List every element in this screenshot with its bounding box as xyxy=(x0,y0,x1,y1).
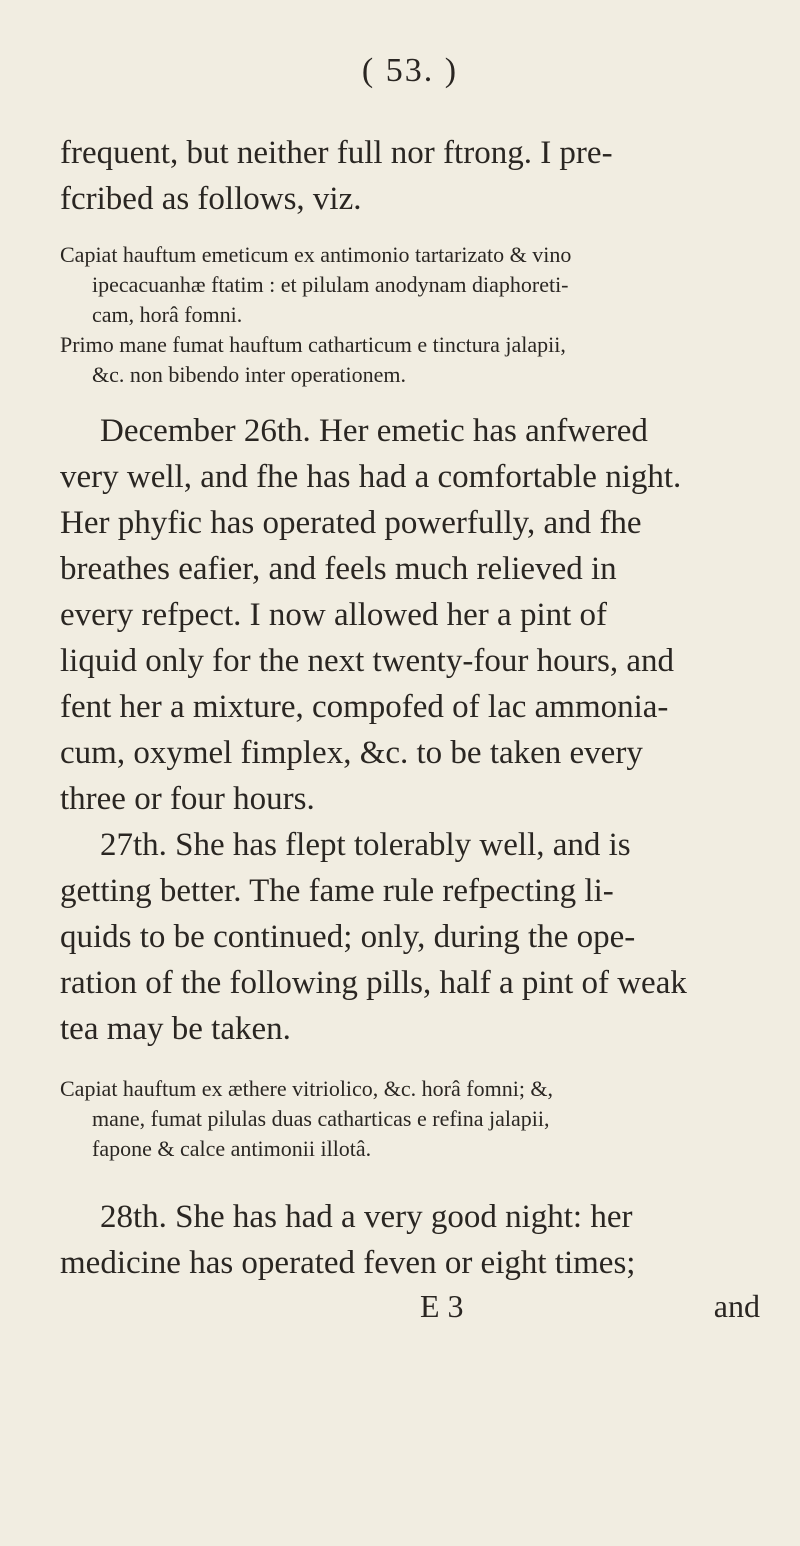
prescription-line: fapone & calce antimonii illotâ. xyxy=(92,1136,372,1161)
text-line: breathes eafier, and feels much relieved in xyxy=(60,551,617,587)
signature-mark: E 3 xyxy=(420,1288,464,1324)
text-line: fent her a mixture, compofed of lac ammonia- xyxy=(60,689,669,725)
prescription-line: cam, horâ fomni. xyxy=(92,302,243,327)
text-line: fcribed as follows, viz. xyxy=(60,181,362,217)
prescription-block-1 xyxy=(60,240,760,390)
prescription-block-2 xyxy=(60,1074,760,1164)
text-line: getting better. The fame rule refpecting li- xyxy=(60,873,614,909)
paragraph-december-26 xyxy=(60,408,760,822)
paragraph-27th xyxy=(60,822,760,1052)
page-footer xyxy=(60,1288,760,1334)
text-line: 28th. She has had a very good night: her xyxy=(100,1199,633,1235)
prescription-line: Capiat hauftum ex æthere vitriolico, &c. horâ fomni; &, xyxy=(60,1076,554,1101)
prescription-line: Primo mane fumat hauftum catharticum e tinctura jalapii, xyxy=(60,332,566,357)
catchword: and xyxy=(713,1288,760,1324)
text-line: every refpect. I now allowed her a pint of xyxy=(60,597,608,633)
text-line: very well, and fhe has had a comfortable night. xyxy=(60,459,682,495)
text-line: Her phyfic has operated powerfully, and fhe xyxy=(60,505,642,541)
text-line: December 26th. Her emetic has anfwered xyxy=(100,413,648,449)
text-line: medicine has operated feven or eight times; xyxy=(60,1245,636,1281)
text-line: liquid only for the next twenty-four hours, and xyxy=(60,643,675,679)
text-line: 27th. She has flept tolerably well, and is xyxy=(100,827,631,863)
text-line: quids to be continued; only, during the ope- xyxy=(60,919,636,955)
text-line: frequent, but neither full nor ftrong. I pre- xyxy=(60,135,613,171)
prescription-line: &c. non bibendo inter operationem. xyxy=(92,362,407,387)
text-line: tea may be taken. xyxy=(60,1011,291,1047)
prescription-line: mane, fumat pilulas duas catharticas e refina jalapii, xyxy=(92,1106,550,1131)
prescription-line: Capiat hauftum emeticum ex antimonio tartarizato & vino xyxy=(60,242,572,267)
prescription-line: ipecacuanhæ ftatim : et pilulam anodynam diaphoreti- xyxy=(92,272,569,297)
paragraph-28th xyxy=(60,1194,760,1286)
text-line: cum, oxymel fimplex, &c. to be taken every xyxy=(60,735,643,771)
text-line: three or four hours. xyxy=(60,781,315,817)
page-number: ( 53. ) xyxy=(361,52,459,89)
text-line: ration of the following pills, half a pint of weak xyxy=(60,965,687,1001)
paragraph-opening xyxy=(60,130,760,222)
